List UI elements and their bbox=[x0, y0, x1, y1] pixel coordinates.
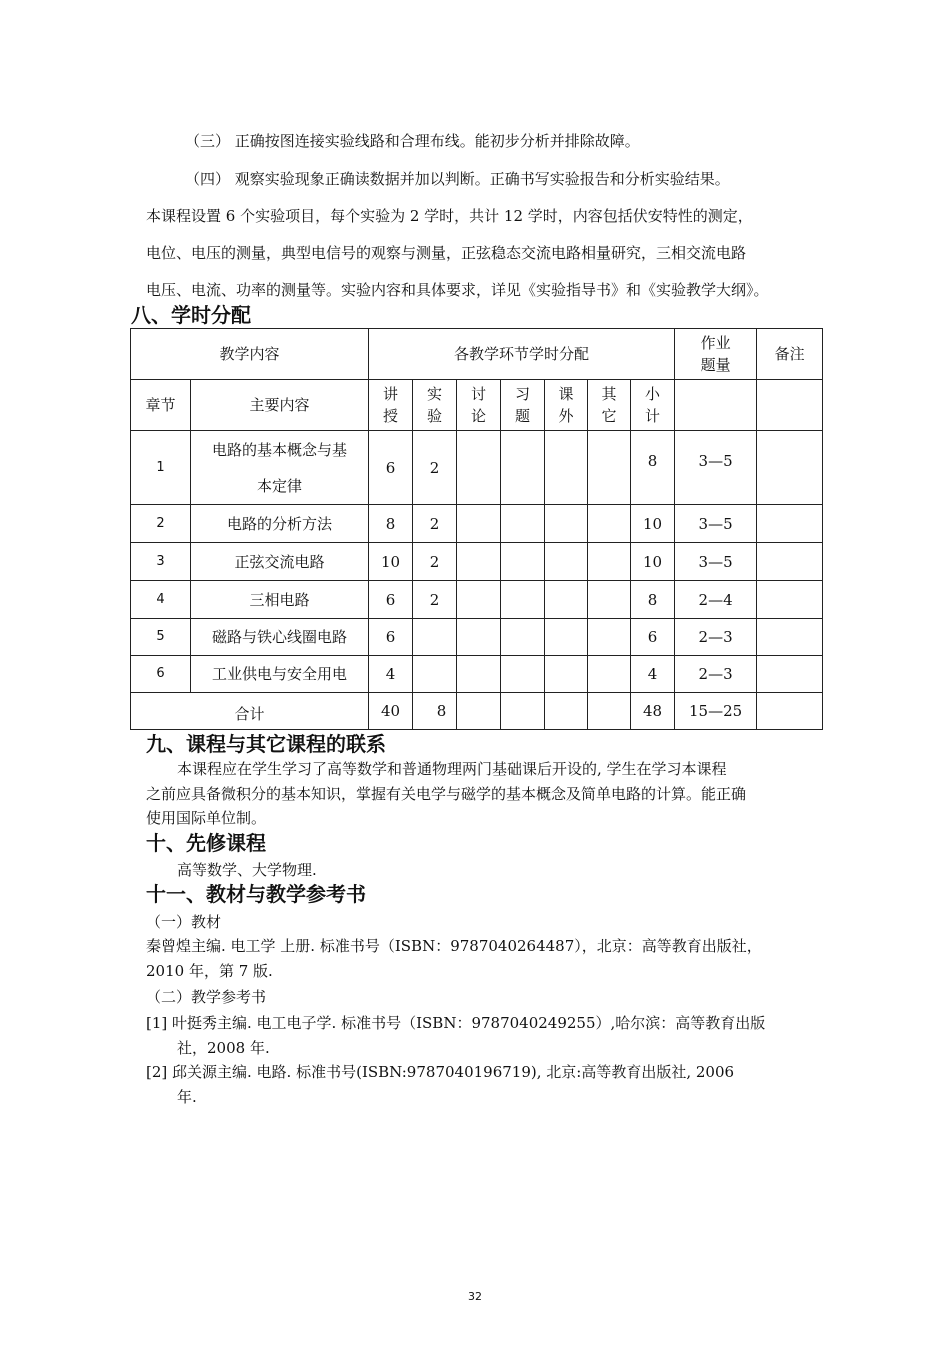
row-chapter: 3 bbox=[131, 543, 191, 581]
reference-2-line-2: 年. bbox=[177, 1088, 197, 1106]
intro-para-line-3: 电压、电流、功率的测量等。实验内容和具体要求，详见《实验指导书》和《实验教学大纲》。 bbox=[146, 281, 769, 299]
row-discussion bbox=[457, 431, 501, 505]
table-row bbox=[131, 619, 823, 656]
header-chapter: 章节 bbox=[131, 380, 191, 431]
row-extracurricular bbox=[545, 431, 588, 505]
section-11-title: 十一、教材与教学参考书 bbox=[146, 882, 366, 906]
row-subtotal: 8 bbox=[631, 581, 675, 619]
reference-1-line-2: 社，2008 年. bbox=[177, 1039, 270, 1057]
table-row bbox=[131, 656, 823, 693]
header-homework-empty bbox=[675, 380, 757, 431]
row-extracurricular bbox=[545, 619, 588, 656]
row-subtotal: 4 bbox=[631, 656, 675, 693]
row-discussion bbox=[457, 619, 501, 656]
row-discussion bbox=[457, 656, 501, 693]
header-content: 教学内容 bbox=[131, 329, 369, 380]
section-10-text: 高等数学、大学物理. bbox=[177, 861, 317, 879]
row-lecture: 10 bbox=[369, 543, 413, 581]
row-extracurricular bbox=[545, 581, 588, 619]
header-exercise: 习 题 bbox=[501, 380, 545, 431]
row-content: 电路的分析方法 bbox=[191, 505, 369, 543]
total-label: 合计 bbox=[131, 693, 369, 730]
section-9-line-1: 本课程应在学生学习了高等数学和普通物理两门基础课后开设的, 学生在学习本课程 bbox=[177, 760, 727, 778]
row-remarks bbox=[757, 543, 823, 581]
section-8-title: 八、学时分配 bbox=[131, 303, 251, 327]
row-chapter: 5 bbox=[131, 619, 191, 656]
total-lecture: 40 bbox=[369, 693, 413, 730]
header-experiment: 实 验 bbox=[413, 380, 457, 431]
row-lecture: 6 bbox=[369, 431, 413, 505]
row-extracurricular bbox=[545, 543, 588, 581]
total-experiment: 8 bbox=[413, 693, 457, 730]
row-experiment: 2 bbox=[413, 505, 457, 543]
row-other bbox=[588, 656, 631, 693]
header-allocation: 各教学环节学时分配 bbox=[369, 329, 675, 380]
reference-1-line-1: [1] 叶挺秀主编. 电工电子学. 标准书号（ISBN：9787040249255）,哈尔滨：高等教育出版 bbox=[146, 1014, 766, 1032]
table-header-row-2 bbox=[131, 380, 823, 431]
row-lecture: 6 bbox=[369, 619, 413, 656]
table-row bbox=[131, 543, 823, 581]
row-extracurricular bbox=[545, 656, 588, 693]
section-9-title: 九、课程与其它课程的联系 bbox=[146, 732, 386, 756]
row-remarks bbox=[757, 619, 823, 656]
row-homework: 3—5 bbox=[675, 431, 757, 505]
row-experiment: 2 bbox=[413, 431, 457, 505]
row-exercise bbox=[501, 656, 545, 693]
header-homework-line-2: 题量 bbox=[700, 356, 731, 374]
header-lecture: 讲 授 bbox=[369, 380, 413, 431]
intro-item-4: （四） 观察实验现象正确读数据并加以判断。正确书写实验报告和分析实验结果。 bbox=[185, 170, 730, 188]
row-experiment: 2 bbox=[413, 543, 457, 581]
table-header-row-1 bbox=[131, 329, 823, 380]
row-remarks bbox=[757, 505, 823, 543]
total-homework: 15—25 bbox=[675, 693, 757, 730]
row-homework: 2—3 bbox=[675, 656, 757, 693]
row-exercise bbox=[501, 543, 545, 581]
hours-allocation-table bbox=[130, 328, 823, 730]
table-row bbox=[131, 431, 823, 505]
row-remarks bbox=[757, 581, 823, 619]
section-9-line-3: 使用国际单位制。 bbox=[146, 809, 267, 827]
header-remarks: 备注 bbox=[757, 329, 823, 380]
header-subtotal: 小 计 bbox=[631, 380, 675, 431]
row-content: 三相电路 bbox=[191, 581, 369, 619]
reference-2-line-1: [2] 邱关源主编. 电路. 标准书号(ISBN:9787040196719), 北京:高等教育出版社, 2006 bbox=[146, 1063, 735, 1081]
row-lecture: 4 bbox=[369, 656, 413, 693]
row-exercise bbox=[501, 431, 545, 505]
row-discussion bbox=[457, 581, 501, 619]
row-chapter: 4 bbox=[131, 581, 191, 619]
total-discussion bbox=[457, 693, 501, 730]
row-other bbox=[588, 505, 631, 543]
row-other bbox=[588, 581, 631, 619]
row-content: 电路的基本概念与基 本定律 bbox=[191, 431, 369, 505]
section-9-line-2: 之前应具备微积分的基本知识，掌握有关电学与磁学的基本概念及简单电路的计算。能正确 bbox=[146, 785, 747, 803]
header-remarks-empty bbox=[757, 380, 823, 431]
total-extracurricular bbox=[545, 693, 588, 730]
table-row bbox=[131, 505, 823, 543]
textbook-heading: （一）教材 bbox=[146, 913, 222, 931]
intro-para-line-2: 电位、电压的测量，典型电信号的观察与测量，正弦稳态交流电路相量研究，三相交流电路 bbox=[146, 244, 747, 262]
row-discussion bbox=[457, 505, 501, 543]
header-homework bbox=[675, 329, 757, 380]
row-content: 磁路与铁心线圈电路 bbox=[191, 619, 369, 656]
header-other: 其 它 bbox=[588, 380, 631, 431]
header-homework-line-1: 作业 bbox=[700, 334, 731, 352]
row-experiment: 2 bbox=[413, 581, 457, 619]
row-content: 工业供电与安全用电 bbox=[191, 656, 369, 693]
row-remarks bbox=[757, 656, 823, 693]
header-main-content: 主要内容 bbox=[191, 380, 369, 431]
row-homework: 2—3 bbox=[675, 619, 757, 656]
intro-item-3: （三） 正确按图连接实验线路和合理布线。能初步分析并排除故障。 bbox=[185, 132, 640, 150]
page-number: 32 bbox=[468, 1290, 482, 1303]
total-exercise bbox=[501, 693, 545, 730]
header-discussion: 讨 论 bbox=[457, 380, 501, 431]
row-subtotal: 8 bbox=[631, 431, 675, 505]
row-exercise bbox=[501, 619, 545, 656]
row-chapter: 2 bbox=[131, 505, 191, 543]
row-chapter: 6 bbox=[131, 656, 191, 693]
total-remarks bbox=[757, 693, 823, 730]
total-other bbox=[588, 693, 631, 730]
row-lecture: 6 bbox=[369, 581, 413, 619]
row-other bbox=[588, 543, 631, 581]
row-other bbox=[588, 431, 631, 505]
row-subtotal: 10 bbox=[631, 505, 675, 543]
row-homework: 2—4 bbox=[675, 581, 757, 619]
row-discussion bbox=[457, 543, 501, 581]
total-subtotal: 48 bbox=[631, 693, 675, 730]
row-homework: 3—5 bbox=[675, 505, 757, 543]
row-experiment bbox=[413, 656, 457, 693]
section-10-title: 十、先修课程 bbox=[146, 831, 266, 855]
row-content: 正弦交流电路 bbox=[191, 543, 369, 581]
row-other bbox=[588, 619, 631, 656]
row-extracurricular bbox=[545, 505, 588, 543]
row-chapter: 1 bbox=[131, 431, 191, 505]
header-extracurricular: 课 外 bbox=[545, 380, 588, 431]
table-total-row bbox=[131, 693, 823, 730]
row-remarks bbox=[757, 431, 823, 505]
row-experiment bbox=[413, 619, 457, 656]
intro-para-line-1: 本课程设置 6 个实验项目，每个实验为 2 学时，共计 12 学时，内容包括伏安特性的测定， bbox=[146, 207, 753, 225]
row-subtotal: 6 bbox=[631, 619, 675, 656]
table-row bbox=[131, 581, 823, 619]
row-homework: 3—5 bbox=[675, 543, 757, 581]
row-lecture: 8 bbox=[369, 505, 413, 543]
references-heading: （二）教学参考书 bbox=[146, 988, 267, 1006]
row-exercise bbox=[501, 505, 545, 543]
textbook-line-1: 秦曾煌主编. 电工学 上册. 标准书号（ISBN：9787040264487），北京：高等教育出版社， bbox=[146, 937, 762, 955]
row-subtotal: 10 bbox=[631, 543, 675, 581]
row-exercise bbox=[501, 581, 545, 619]
textbook-line-2: 2010 年，第 7 版. bbox=[146, 962, 273, 980]
